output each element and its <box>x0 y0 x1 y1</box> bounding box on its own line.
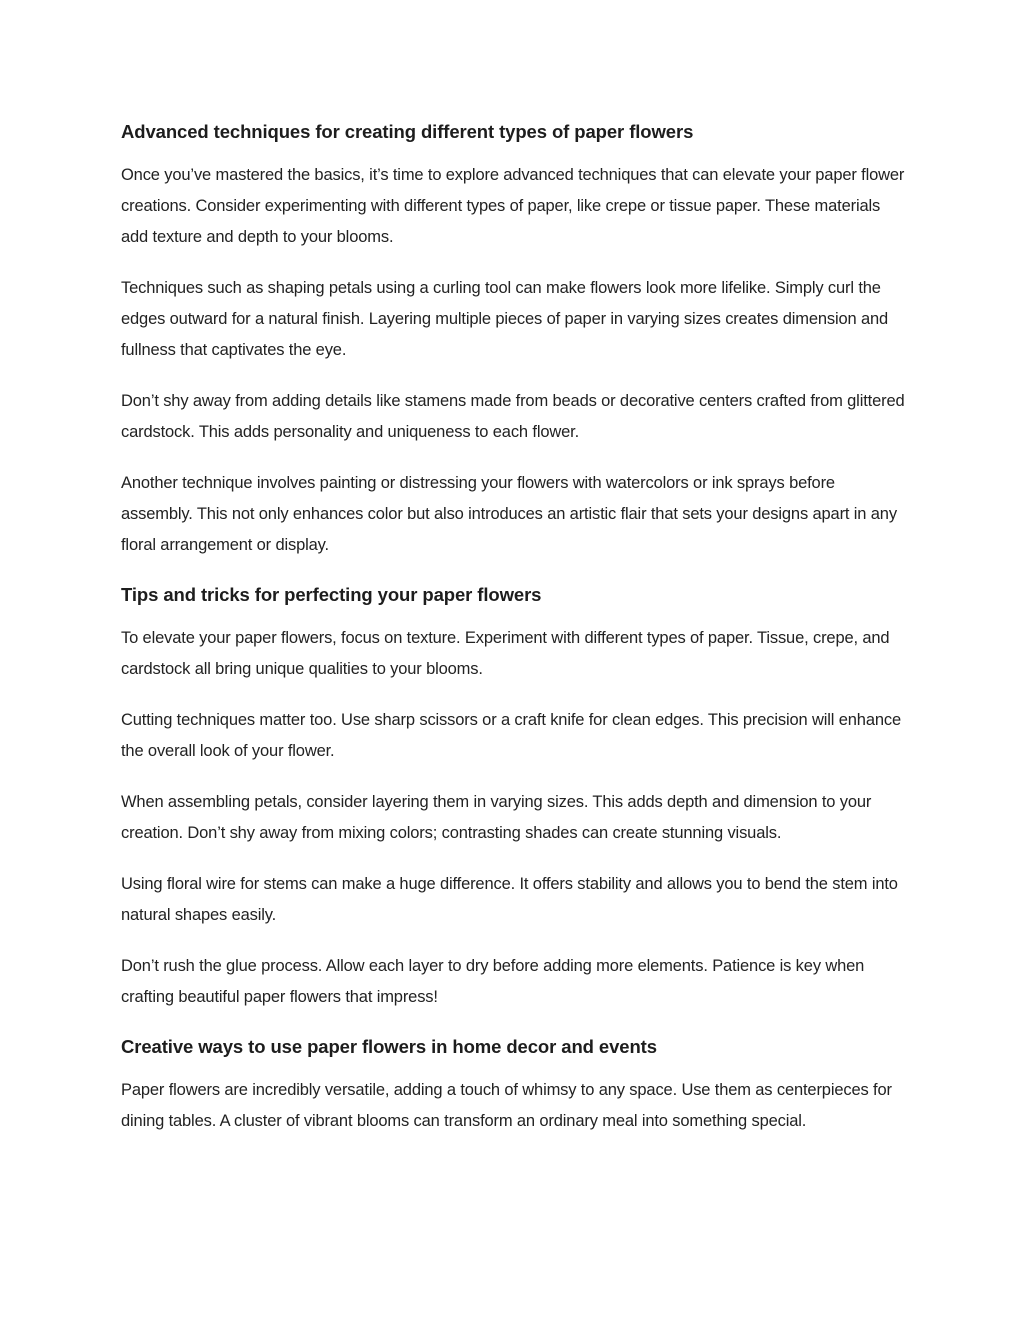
paragraph: Don’t rush the glue process. Allow each layer to dry before adding more elements. Patience is key when crafting beautiful paper flowers that impress! <box>121 957 865 1006</box>
paragraph: Another technique involves painting or distressing your flowers with watercolors or ink sprays before assembly. This not only enhances color but also introduces an artistic flair that sets your designs apart in any floral arrangement or display. <box>121 474 897 554</box>
paragraph: Cutting techniques matter too. Use sharp scissors or a craft knife for clean edges. This precision will enhance the overall look of your flower. <box>121 711 902 760</box>
section-heading: Creative ways to use paper flowers in home decor and events <box>121 1036 657 1057</box>
paragraph: Don’t shy away from adding details like stamens made from beads or decorative centers crafted from glittered cardstock. This adds personality and uniqueness to each flower. <box>121 392 905 441</box>
paragraph: Once you’ve mastered the basics, it’s time to explore advanced techniques that can elevate your paper flower creations. Consider experimenting with different types of paper, like crepe or tissue paper. These materials add texture and depth to your blooms. <box>121 166 905 246</box>
section-heading: Advanced techniques for creating different types of paper flowers <box>121 121 694 142</box>
section-advanced-techniques <box>121 112 911 561</box>
section-heading: Tips and tricks for perfecting your paper flowers <box>121 584 542 605</box>
paragraph: When assembling petals, consider layering them in varying sizes. This adds depth and dimension to your creation. Don’t shy away from mixing colors; contrasting shades can create stunning visuals. <box>121 793 872 842</box>
document-page <box>121 112 911 1157</box>
paragraph: To elevate your paper flowers, focus on texture. Experiment with different types of paper. Tissue, crepe, and cardstock all bring unique qualities to your blooms. <box>121 629 890 678</box>
section-tips-and-tricks <box>121 575 911 1013</box>
paragraph: Paper flowers are incredibly versatile, adding a touch of whimsy to any space. Use them as centerpieces for dining tables. A cluster of vibrant blooms can transform an ordinary meal into something special. <box>121 1081 892 1130</box>
section-creative-ways <box>121 1027 911 1137</box>
paragraph: Techniques such as shaping petals using a curling tool can make flowers look more lifelike. Simply curl the edges outward for a natural finish. Layering multiple pieces of paper in varying sizes creates dimension and fullness that captivates the eye. <box>121 279 889 359</box>
paragraph: Using floral wire for stems can make a huge difference. It offers stability and allows you to bend the stem into natural shapes easily. <box>121 875 898 924</box>
